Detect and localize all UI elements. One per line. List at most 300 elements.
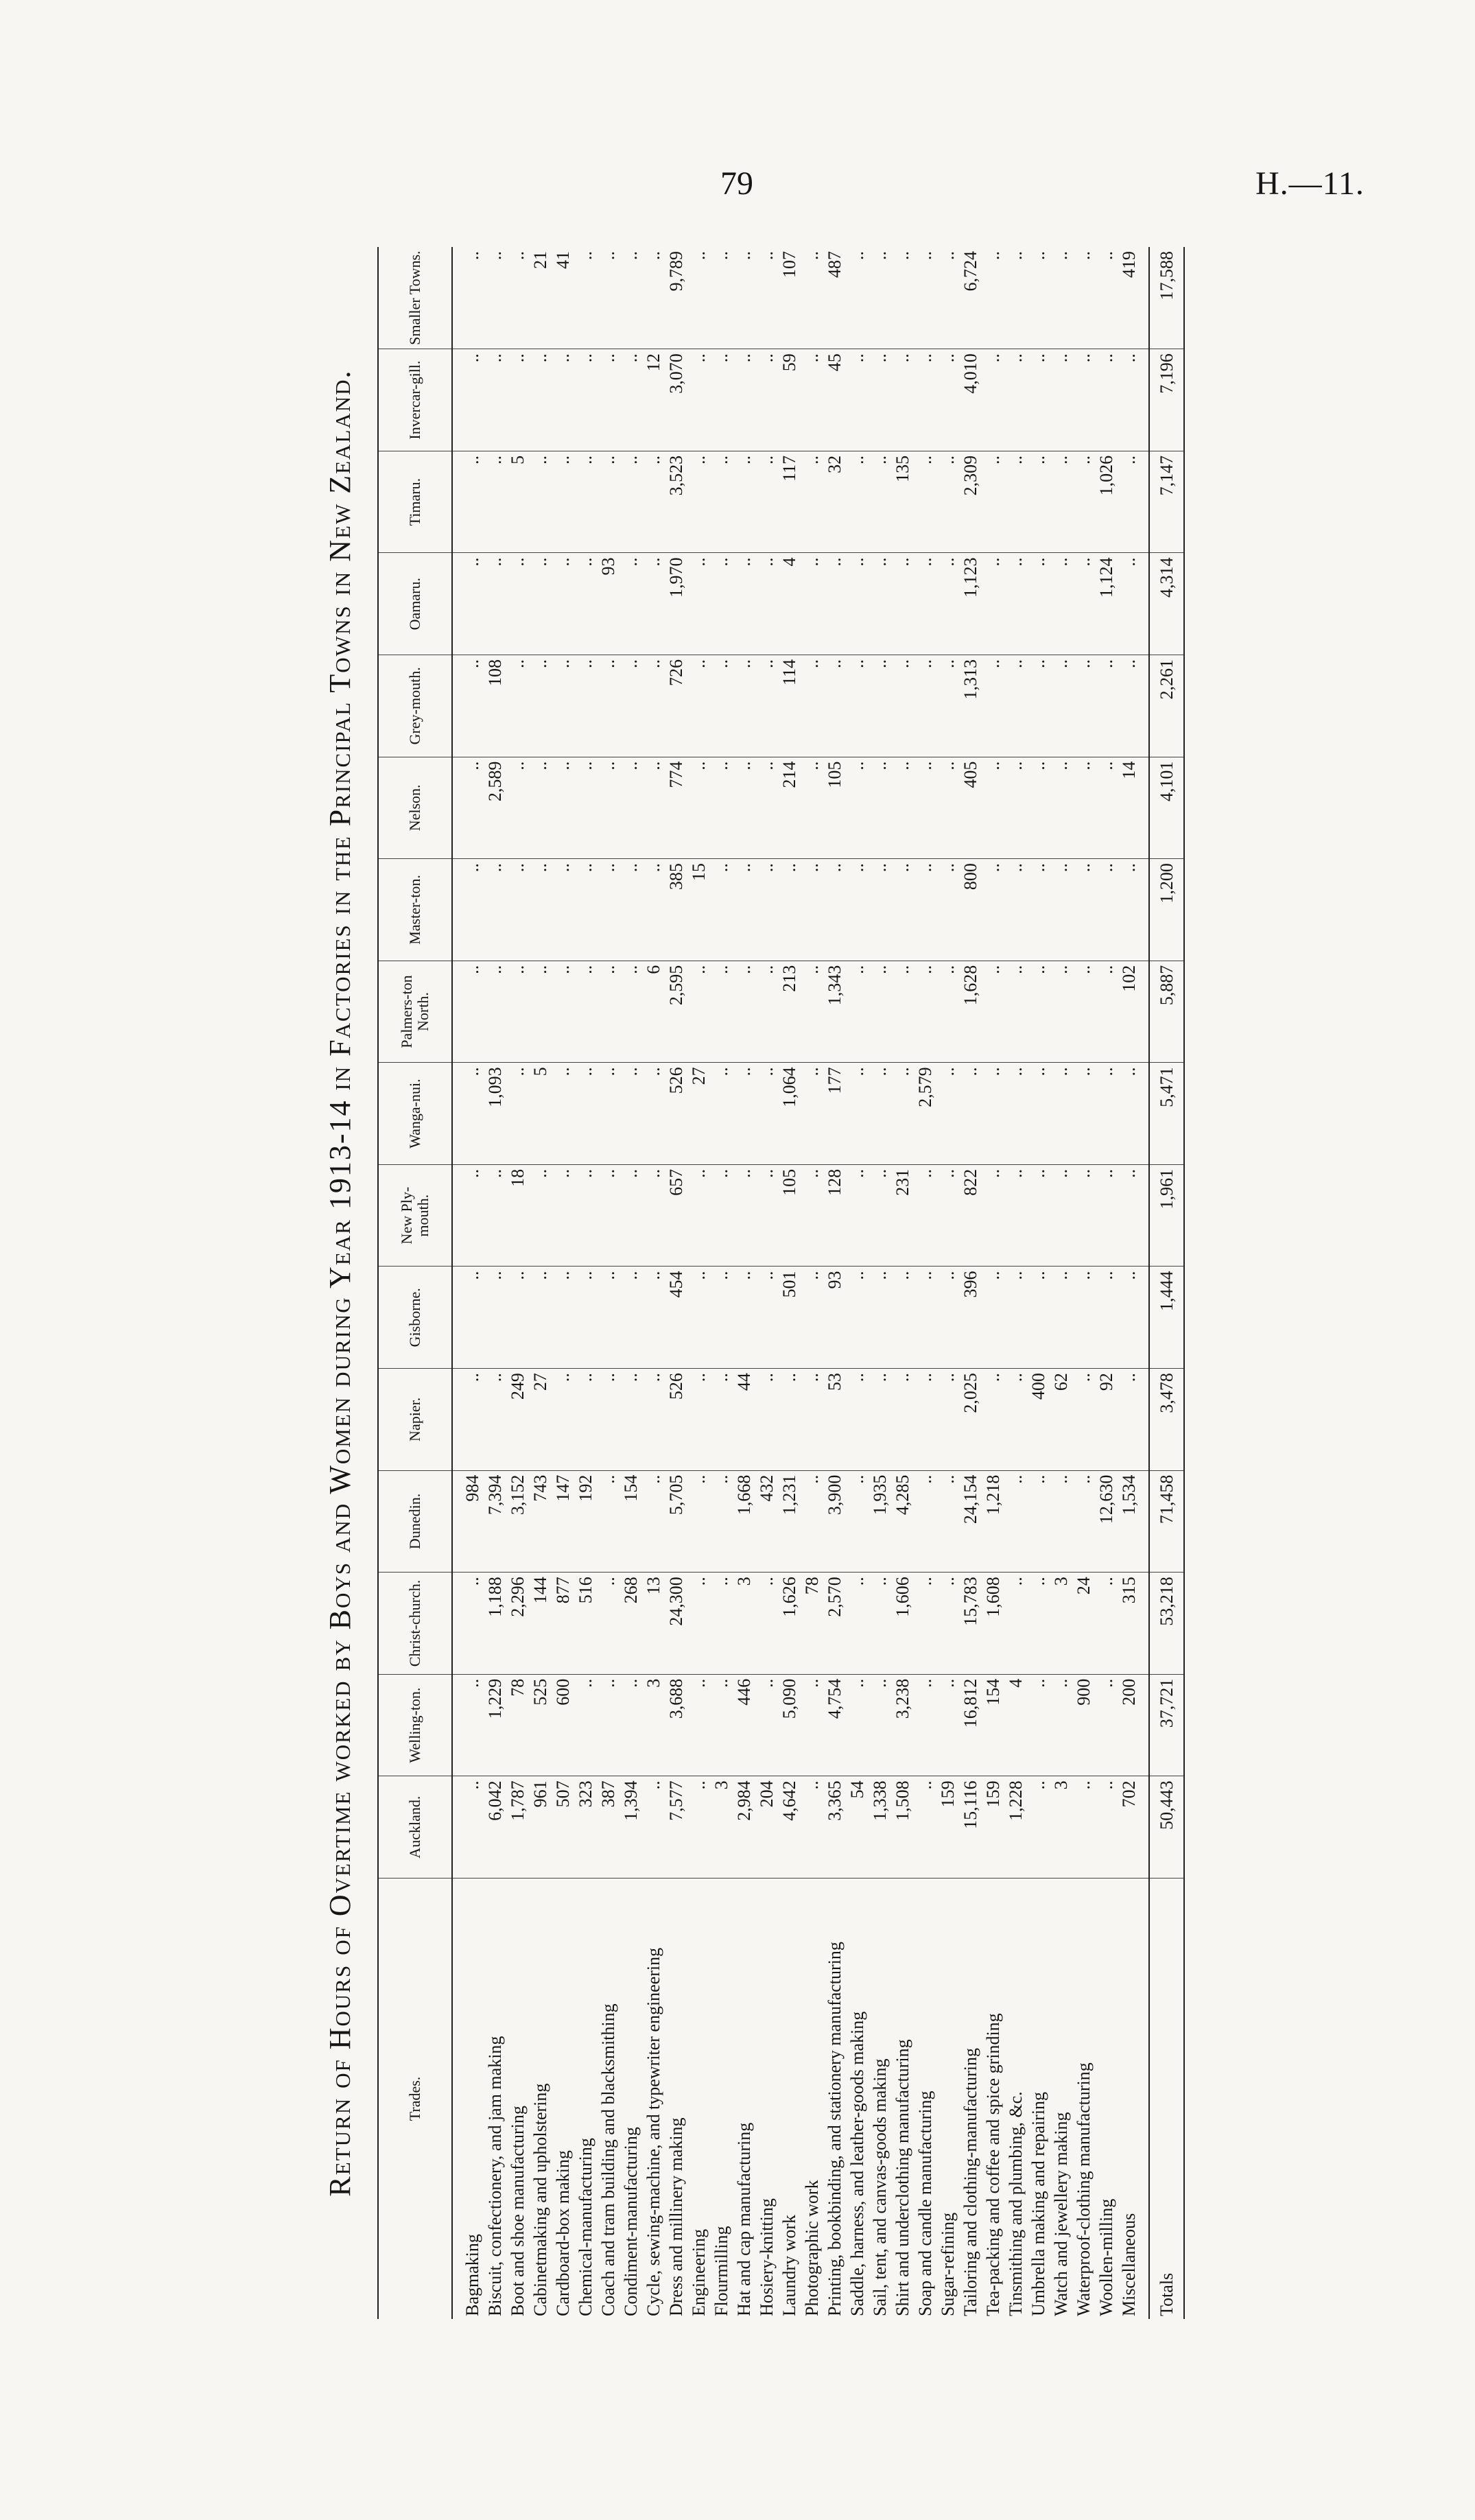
value-cell: ..: [982, 1164, 1004, 1267]
value-cell: 15: [687, 859, 710, 961]
value-cell: 105: [823, 757, 846, 859]
value-cell: 1,343: [823, 961, 846, 1063]
value-cell: 2,595: [665, 961, 687, 1063]
value-cell: ..: [1004, 247, 1027, 349]
value-cell: ..: [801, 451, 823, 553]
table-body: [452, 247, 1184, 2319]
value-cell: ..: [620, 961, 642, 1063]
value-cell: ..: [959, 1063, 982, 1165]
value-cell: ..: [982, 961, 1004, 1063]
value-cell: ..: [597, 1369, 620, 1471]
value-cell: ..: [891, 1369, 914, 1471]
value-cell: 526: [665, 1369, 687, 1471]
value-cell: 15,116: [959, 1776, 982, 1879]
value-cell: 1,444: [1149, 1267, 1184, 1369]
value-cell: ..: [869, 961, 891, 1063]
value-cell: ..: [1027, 1573, 1050, 1675]
value-cell: ..: [687, 655, 710, 757]
value-cell: 1,093: [484, 1063, 506, 1165]
value-cell: 105: [778, 1164, 801, 1267]
trade-cell: [823, 1878, 846, 2319]
trade-label: Dress and millinery making: [666, 2117, 686, 2316]
value-cell: ..: [452, 553, 484, 655]
value-cell: 419: [1118, 247, 1149, 349]
trade-label: Cycle, sewing-machine, and typewriter engineering: [644, 1947, 663, 2316]
value-cell: 7,147: [1149, 451, 1184, 553]
value-cell: ..: [529, 1267, 552, 1369]
value-cell: ..: [869, 1063, 891, 1165]
value-cell: ..: [597, 1674, 620, 1776]
column-header: Gisborne.: [378, 1267, 452, 1369]
value-cell: ..: [574, 451, 597, 553]
value-cell: 231: [891, 1164, 914, 1267]
table-row: [484, 247, 506, 2319]
table-row: [597, 247, 620, 2319]
table-row: [529, 247, 552, 2319]
value-cell: ..: [506, 655, 529, 757]
value-cell: 1,228: [1004, 1776, 1027, 1879]
trade-cell: [1095, 1878, 1118, 2319]
value-cell: ..: [1072, 859, 1095, 961]
table-row: [1004, 247, 1027, 2319]
overtime-table: [377, 247, 1185, 2319]
value-cell: ..: [1027, 859, 1050, 961]
value-cell: ..: [574, 1369, 597, 1471]
column-header: Timaru.: [378, 451, 452, 553]
value-cell: 405: [959, 757, 982, 859]
table-row: [506, 247, 529, 2319]
value-cell: 192: [574, 1470, 597, 1573]
value-cell: 24: [1072, 1573, 1095, 1675]
trade-cell: [665, 1878, 687, 2319]
value-cell: 213: [778, 961, 801, 1063]
value-cell: 1,124: [1095, 553, 1118, 655]
value-cell: ..: [1050, 1470, 1072, 1573]
value-cell: ..: [869, 655, 891, 757]
value-cell: 54: [846, 1776, 869, 1879]
value-cell: 3: [1050, 1573, 1072, 1675]
value-cell: ..: [1095, 859, 1118, 961]
value-cell: ..: [846, 961, 869, 1063]
value-cell: 32: [823, 451, 846, 553]
value-cell: ..: [452, 349, 484, 451]
value-cell: 27: [687, 1063, 710, 1165]
value-cell: ..: [846, 757, 869, 859]
value-cell: 3,900: [823, 1470, 846, 1573]
value-cell: ..: [936, 1573, 959, 1675]
value-cell: ..: [914, 1573, 936, 1675]
value-cell: ..: [1072, 1267, 1095, 1369]
value-cell: ..: [891, 859, 914, 961]
value-cell: ..: [597, 451, 620, 553]
value-cell: ..: [620, 1267, 642, 1369]
trade-cell: [869, 1878, 891, 2319]
value-cell: ..: [597, 1267, 620, 1369]
value-cell: ..: [452, 1674, 484, 1776]
value-cell: 3,523: [665, 451, 687, 553]
value-cell: ..: [687, 1470, 710, 1573]
value-cell: ..: [914, 859, 936, 961]
value-cell: ..: [710, 349, 733, 451]
value-cell: ..: [1027, 247, 1050, 349]
value-cell: 7,196: [1149, 349, 1184, 451]
value-cell: ..: [1072, 247, 1095, 349]
value-cell: ..: [801, 757, 823, 859]
value-cell: ..: [642, 1164, 665, 1267]
value-cell: ..: [620, 349, 642, 451]
value-cell: ..: [642, 1267, 665, 1369]
value-cell: 5,090: [778, 1674, 801, 1776]
value-cell: ..: [529, 553, 552, 655]
value-cell: ..: [846, 1470, 869, 1573]
value-cell: ..: [801, 1369, 823, 1471]
value-cell: 4,314: [1149, 553, 1184, 655]
value-cell: ..: [574, 1164, 597, 1267]
value-cell: 102: [1118, 961, 1149, 1063]
trade-cell: [642, 1878, 665, 2319]
value-cell: ..: [1050, 961, 1072, 1063]
value-cell: ..: [484, 247, 506, 349]
value-cell: ..: [574, 349, 597, 451]
value-cell: 13: [642, 1573, 665, 1675]
value-cell: ..: [936, 451, 959, 553]
value-cell: 432: [755, 1470, 778, 1573]
value-cell: ..: [778, 1369, 801, 1471]
value-cell: ..: [620, 655, 642, 757]
value-cell: 92: [1095, 1369, 1118, 1471]
trade-cell: [620, 1878, 642, 2319]
value-cell: ..: [891, 655, 914, 757]
value-cell: ..: [1118, 451, 1149, 553]
value-cell: ..: [936, 859, 959, 961]
value-cell: 93: [597, 553, 620, 655]
trade-label: Tailoring and clothing-manufacturing: [960, 2048, 980, 2316]
value-cell: ..: [801, 655, 823, 757]
column-header: Master-ton.: [378, 859, 452, 961]
value-cell: 516: [574, 1573, 597, 1675]
table-row: [982, 247, 1004, 2319]
trade-cell: [1004, 1878, 1027, 2319]
table-row: [665, 247, 687, 2319]
value-cell: 2,261: [1149, 655, 1184, 757]
value-cell: ..: [733, 553, 755, 655]
value-cell: ..: [642, 1369, 665, 1471]
value-cell: ..: [552, 553, 574, 655]
value-cell: ..: [710, 961, 733, 1063]
value-cell: ..: [801, 1267, 823, 1369]
value-cell: ..: [733, 961, 755, 1063]
trade-cell: [574, 1878, 597, 2319]
value-cell: 385: [665, 859, 687, 961]
value-cell: 1,668: [733, 1470, 755, 1573]
value-cell: ..: [452, 859, 484, 961]
value-cell: ..: [552, 1164, 574, 1267]
value-cell: ..: [574, 757, 597, 859]
value-cell: ..: [642, 553, 665, 655]
value-cell: ..: [452, 1267, 484, 1369]
trade-cell: [801, 1878, 823, 2319]
value-cell: ..: [891, 1063, 914, 1165]
value-cell: ..: [755, 1369, 778, 1471]
totals-row: [1149, 247, 1184, 2319]
value-cell: ..: [1072, 1369, 1095, 1471]
value-cell: 53,218: [1149, 1573, 1184, 1675]
value-cell: ..: [574, 247, 597, 349]
value-cell: ..: [710, 247, 733, 349]
value-cell: ..: [1095, 961, 1118, 1063]
value-cell: ..: [1027, 757, 1050, 859]
value-cell: ..: [982, 757, 1004, 859]
value-cell: ..: [710, 1470, 733, 1573]
value-cell: 2,296: [506, 1573, 529, 1675]
table-row: [642, 247, 665, 2319]
value-cell: ..: [936, 1470, 959, 1573]
value-cell: 323: [574, 1776, 597, 1879]
value-cell: ..: [574, 553, 597, 655]
value-cell: ..: [642, 1776, 665, 1879]
table-row: [452, 247, 484, 2319]
trade-label: Printing, bookbinding, and stationery manufacturing: [825, 1942, 845, 2316]
value-cell: 204: [755, 1776, 778, 1879]
value-cell: 3,478: [1149, 1369, 1184, 1471]
value-cell: ..: [687, 1776, 710, 1879]
trade-label: Umbrella making and repairing: [1028, 2091, 1048, 2316]
value-cell: ..: [1072, 1470, 1095, 1573]
value-cell: ..: [1095, 1267, 1118, 1369]
value-cell: 743: [529, 1470, 552, 1573]
value-cell: 877: [552, 1573, 574, 1675]
trade-cell: [733, 1878, 755, 2319]
value-cell: 154: [982, 1674, 1004, 1776]
value-cell: 4,754: [823, 1674, 846, 1776]
value-cell: ..: [733, 349, 755, 451]
value-cell: ..: [1004, 859, 1027, 961]
value-cell: ..: [869, 1164, 891, 1267]
trade-label: Engineering: [689, 2228, 709, 2316]
table-row: [1095, 247, 1118, 2319]
value-cell: 93: [823, 1267, 846, 1369]
value-cell: ..: [452, 655, 484, 757]
value-cell: ..: [1050, 451, 1072, 553]
value-cell: ..: [755, 859, 778, 961]
value-cell: ..: [529, 451, 552, 553]
trade-label: Totals: [1157, 2272, 1177, 2316]
trade-cell: [1027, 1878, 1050, 2319]
trade-cell: [529, 1878, 552, 2319]
value-cell: ..: [1004, 961, 1027, 1063]
value-cell: 4,285: [891, 1470, 914, 1573]
value-cell: ..: [1027, 1674, 1050, 1776]
value-cell: ..: [620, 247, 642, 349]
value-cell: ..: [1050, 1164, 1072, 1267]
value-cell: ..: [936, 1369, 959, 1471]
value-cell: 27: [529, 1369, 552, 1471]
value-cell: ..: [1050, 859, 1072, 961]
value-cell: ..: [914, 553, 936, 655]
value-cell: ..: [936, 1267, 959, 1369]
value-cell: ..: [506, 961, 529, 1063]
value-cell: ..: [823, 553, 846, 655]
value-cell: ..: [846, 349, 869, 451]
value-cell: ..: [733, 1164, 755, 1267]
value-cell: ..: [982, 1063, 1004, 1165]
value-cell: 446: [733, 1674, 755, 1776]
value-cell: 62: [1050, 1369, 1072, 1471]
value-cell: 249: [506, 1369, 529, 1471]
value-cell: ..: [936, 247, 959, 349]
value-cell: ..: [452, 961, 484, 1063]
trade-cell: [552, 1878, 574, 2319]
value-cell: 526: [665, 1063, 687, 1165]
value-cell: 3,070: [665, 349, 687, 451]
value-cell: ..: [452, 757, 484, 859]
value-cell: ..: [529, 655, 552, 757]
value-cell: ..: [936, 655, 959, 757]
value-cell: ..: [1118, 859, 1149, 961]
table-row: [846, 247, 869, 2319]
value-cell: 3: [642, 1674, 665, 1776]
trade-label: Saddle, harness, and leather-goods making: [847, 2011, 867, 2316]
value-cell: 2,309: [959, 451, 982, 553]
value-cell: ..: [529, 757, 552, 859]
value-cell: ..: [801, 553, 823, 655]
value-cell: ..: [801, 247, 823, 349]
value-cell: 1,338: [869, 1776, 891, 1879]
value-cell: ..: [452, 1164, 484, 1267]
table-row: [914, 247, 936, 2319]
value-cell: 5: [506, 451, 529, 553]
value-cell: ..: [891, 247, 914, 349]
value-cell: ..: [1027, 655, 1050, 757]
table-row: [1118, 247, 1149, 2319]
value-cell: ..: [452, 1573, 484, 1675]
trade-label: Laundry work: [779, 2214, 799, 2316]
value-cell: 400: [1027, 1369, 1050, 1471]
value-cell: ..: [982, 451, 1004, 553]
value-cell: 507: [552, 1776, 574, 1879]
value-cell: ..: [801, 1063, 823, 1165]
value-cell: 1,508: [891, 1776, 914, 1879]
value-cell: ..: [710, 655, 733, 757]
value-cell: ..: [1004, 655, 1027, 757]
trade-cell: [452, 1878, 484, 2319]
value-cell: 7,577: [665, 1776, 687, 1879]
value-cell: 5,471: [1149, 1063, 1184, 1165]
value-cell: 45: [823, 349, 846, 451]
value-cell: 900: [1072, 1674, 1095, 1776]
value-cell: ..: [642, 757, 665, 859]
value-cell: 144: [529, 1573, 552, 1675]
trade-cell: [506, 1878, 529, 2319]
value-cell: ..: [846, 1369, 869, 1471]
table-row: [891, 247, 914, 2319]
value-cell: ..: [846, 655, 869, 757]
value-cell: 1,231: [778, 1470, 801, 1573]
value-cell: 154: [620, 1470, 642, 1573]
value-cell: 501: [778, 1267, 801, 1369]
value-cell: ..: [620, 1063, 642, 1165]
value-cell: ..: [733, 859, 755, 961]
value-cell: ..: [1095, 349, 1118, 451]
value-cell: ..: [1027, 1063, 1050, 1165]
table-row: [823, 247, 846, 2319]
trade-cell: [891, 1878, 914, 2319]
value-cell: 6: [642, 961, 665, 1063]
trade-label: Woollen-milling: [1096, 2198, 1116, 2316]
page-reference: H.—11.: [1255, 165, 1365, 202]
trade-label: Flourmilling: [711, 2226, 731, 2316]
value-cell: ..: [891, 757, 914, 859]
value-cell: ..: [687, 1369, 710, 1471]
value-cell: ..: [1004, 553, 1027, 655]
value-cell: ..: [755, 1573, 778, 1675]
value-cell: ..: [1004, 1369, 1027, 1471]
value-cell: ..: [597, 1470, 620, 1573]
value-cell: 44: [733, 1369, 755, 1471]
column-header: Oamaru.: [378, 553, 452, 655]
value-cell: ..: [936, 1674, 959, 1776]
value-cell: 387: [597, 1776, 620, 1879]
value-cell: ..: [914, 349, 936, 451]
value-cell: ..: [710, 859, 733, 961]
value-cell: ..: [552, 349, 574, 451]
trade-label: Photographic work: [802, 2180, 822, 2316]
trade-cell: [1118, 1878, 1149, 2319]
value-cell: ..: [914, 757, 936, 859]
value-cell: ..: [597, 757, 620, 859]
trade-label: Bagmaking: [462, 2234, 482, 2316]
value-cell: ..: [982, 859, 1004, 961]
value-cell: 50,443: [1149, 1776, 1184, 1879]
value-cell: ..: [620, 757, 642, 859]
value-cell: ..: [1072, 757, 1095, 859]
value-cell: ..: [506, 247, 529, 349]
trade-cell: [914, 1878, 936, 2319]
value-cell: ..: [891, 553, 914, 655]
value-cell: ..: [755, 451, 778, 553]
value-cell: ..: [936, 1164, 959, 1267]
value-cell: ..: [529, 349, 552, 451]
value-cell: ..: [506, 1267, 529, 1369]
value-cell: 21: [529, 247, 552, 349]
value-cell: ..: [755, 757, 778, 859]
value-cell: ..: [552, 1369, 574, 1471]
value-cell: 117: [778, 451, 801, 553]
value-cell: ..: [1004, 1063, 1027, 1165]
value-cell: 159: [936, 1776, 959, 1879]
value-cell: 1,628: [959, 961, 982, 1063]
value-cell: ..: [1072, 1063, 1095, 1165]
value-cell: 4: [778, 553, 801, 655]
trade-cell: [982, 1878, 1004, 2319]
value-cell: 454: [665, 1267, 687, 1369]
value-cell: ..: [1050, 349, 1072, 451]
table-row: [936, 247, 959, 2319]
trade-cell: [1072, 1878, 1095, 2319]
value-cell: ..: [1072, 1776, 1095, 1879]
value-cell: ..: [710, 1267, 733, 1369]
value-cell: ..: [597, 247, 620, 349]
trade-label: Tinsmithing and plumbing, &c.: [1006, 2091, 1026, 2316]
value-cell: ..: [733, 451, 755, 553]
value-cell: ..: [620, 1369, 642, 1471]
value-cell: 4,101: [1149, 757, 1184, 859]
value-cell: ..: [1072, 1164, 1095, 1267]
value-cell: 726: [665, 655, 687, 757]
value-cell: 774: [665, 757, 687, 859]
table-row: [710, 247, 733, 2319]
trade-cell: [710, 1878, 733, 2319]
